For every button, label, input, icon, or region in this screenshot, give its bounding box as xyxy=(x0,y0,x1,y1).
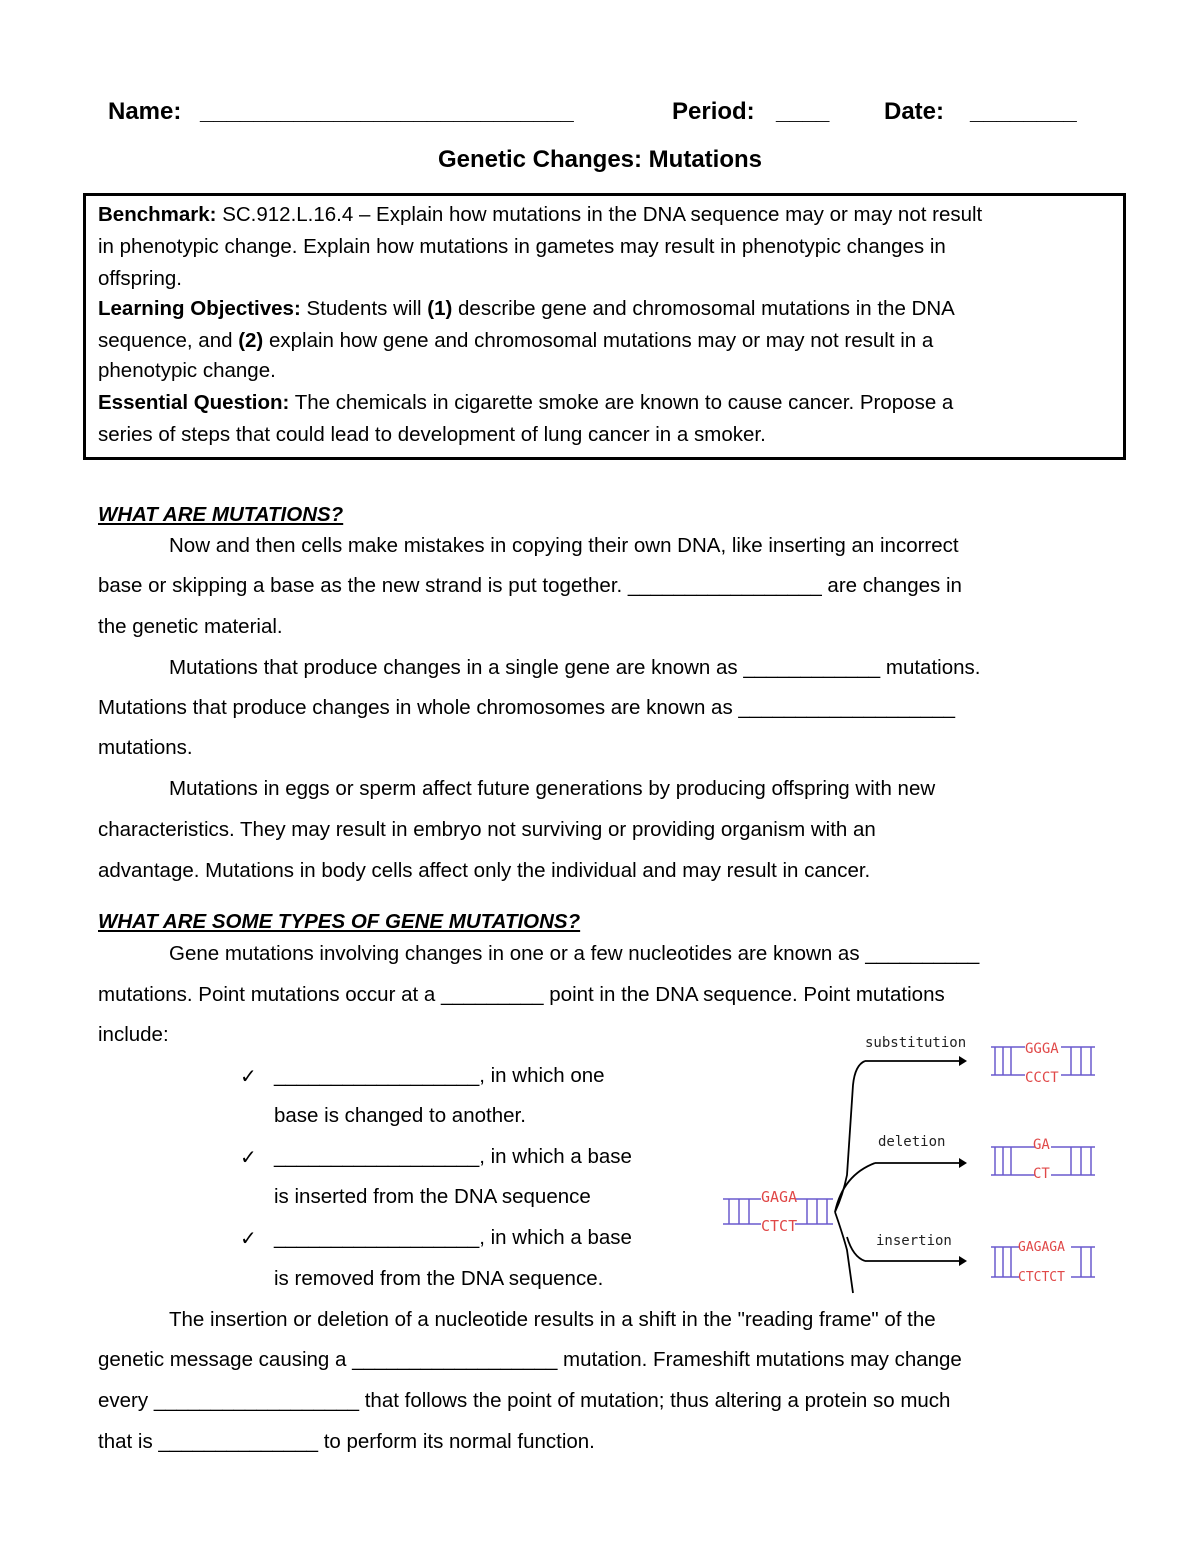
objectives-line-3: phenotypic change. xyxy=(98,359,276,382)
deletion-label: deletion xyxy=(878,1134,946,1150)
substitution-label: substitution xyxy=(865,1035,967,1051)
insertion-top-bases: GAGAGA xyxy=(1018,1240,1065,1255)
deletion-top-bases: GA xyxy=(1033,1137,1050,1153)
list-item-line: is inserted from the DNA sequence xyxy=(274,1185,591,1208)
paragraph-line: Mutations in eggs or sperm affect future generations by producing offspring with new xyxy=(169,777,936,800)
essential-label: Essential Question: xyxy=(98,391,290,414)
benchmark-label: Benchmark: xyxy=(98,203,217,226)
benchmark-line-2: in phenotypic change. Explain how mutations in gametes may result in phenotypic changes in xyxy=(98,235,946,258)
substitution-top-bases: GGGA xyxy=(1025,1041,1059,1057)
branch-lines xyxy=(835,1061,959,1293)
checkmark-icon: ✓ xyxy=(240,1147,257,1169)
page-title: Genetic Changes: Mutations xyxy=(437,146,763,173)
original-top-bases: GAGA xyxy=(761,1188,798,1206)
objective-number-2: (2) xyxy=(238,329,264,352)
paragraph-line: advantage. Mutations in body cells affect only the individual and may result in cancer. xyxy=(98,859,871,882)
objectives-line-1 xyxy=(98,297,955,321)
arrowheads xyxy=(959,1056,967,1266)
paragraph-line: Gene mutations involving changes in one or a few nucleotides are known as __________ xyxy=(169,942,980,965)
benchmark-line-1 xyxy=(98,203,982,227)
date-blank[interactable]: ________ xyxy=(970,98,1077,125)
paragraph-line: include: xyxy=(98,1023,169,1046)
paragraph-line: characteristics. They may result in embryo not surviving or providing organism with an xyxy=(98,818,876,841)
objectives-text-2a: sequence, and xyxy=(98,329,239,352)
benchmark-line-3: offspring. xyxy=(98,267,182,290)
name-blank[interactable]: ____________________________ xyxy=(200,98,574,125)
paragraph-line: Mutations that produce changes in whole chromosomes are known as ___________________ xyxy=(98,696,956,719)
mutation-diagram xyxy=(715,1025,1115,1305)
paragraph-line: mutations. xyxy=(98,736,193,759)
list-item-line: is removed from the DNA sequence. xyxy=(274,1267,604,1290)
checkmark-icon: ✓ xyxy=(240,1228,257,1250)
insertion-bottom-bases: CTCTCT xyxy=(1018,1270,1065,1285)
insertion-label: insertion xyxy=(876,1233,952,1249)
paragraph-line: base or skipping a base as the new strand is put together. _________________ are changes in xyxy=(98,574,962,597)
substitution-bottom-bases: CCCT xyxy=(1025,1070,1059,1086)
benchmark-text-1: SC.912.L.16.4 – Explain how mutations in the DNA sequence may or may not result xyxy=(216,203,983,226)
paragraph-line: mutations. Point mutations occur at a _________ point in the DNA sequence. Point mutations xyxy=(98,983,945,1006)
section-heading-gene-mutations: WHAT ARE SOME TYPES OF GENE MUTATIONS? xyxy=(98,910,581,933)
list-item-line: __________________, in which one xyxy=(274,1064,605,1087)
objectives-text-2b: explain how gene and chromosomal mutations may or may not result in a xyxy=(263,329,934,352)
deletion-bottom-bases: CT xyxy=(1033,1166,1050,1182)
paragraph-line: The insertion or deletion of a nucleotide results in a shift in the "reading frame" of the xyxy=(169,1308,936,1331)
arrow-icon xyxy=(959,1056,967,1066)
paragraph-line: every __________________ that follows the point of mutation; thus altering a protein so much xyxy=(98,1389,951,1412)
benchmark-box xyxy=(83,193,1126,460)
date-label: Date: xyxy=(884,98,945,125)
arrow-icon xyxy=(959,1256,967,1266)
objectives-text-1b: describe gene and chromosomal mutations in the DNA xyxy=(452,297,955,320)
paragraph-line: that is ______________ to perform its normal function. xyxy=(98,1430,595,1453)
objectives-label: Learning Objectives: xyxy=(98,297,301,320)
arrow-icon xyxy=(959,1158,967,1168)
essential-line-2: series of steps that could lead to development of lung cancer in a smoker. xyxy=(98,423,766,446)
checkmark-icon: ✓ xyxy=(240,1066,257,1088)
header-line xyxy=(0,98,1200,134)
paragraph-line: the genetic material. xyxy=(98,615,283,638)
list-item-line: base is changed to another. xyxy=(274,1104,526,1127)
section-heading-mutations: WHAT ARE MUTATIONS? xyxy=(98,503,344,526)
objective-number-1: (1) xyxy=(427,297,453,320)
paragraph-line: genetic message causing a __________________ mutation. Frameshift mutations may change xyxy=(98,1348,962,1371)
period-label: Period: xyxy=(672,98,755,125)
original-bottom-bases: CTCT xyxy=(761,1217,798,1235)
period-blank[interactable]: ____ xyxy=(776,98,830,125)
list-item-line: __________________, in which a base xyxy=(274,1145,632,1168)
name-label: Name: xyxy=(108,98,182,125)
paragraph-line: Mutations that produce changes in a single gene are known as ____________ mutations. xyxy=(169,656,981,679)
essential-line-1 xyxy=(98,391,953,415)
paragraph-line: Now and then cells make mistakes in copying their own DNA, like inserting an incorrect xyxy=(169,534,959,557)
objectives-text-1a: Students will xyxy=(300,297,428,320)
objectives-line-2 xyxy=(98,329,933,353)
essential-text-1: The chemicals in cigarette smoke are known to cause cancer. Propose a xyxy=(289,391,954,414)
list-item-line: __________________, in which a base xyxy=(274,1226,632,1249)
